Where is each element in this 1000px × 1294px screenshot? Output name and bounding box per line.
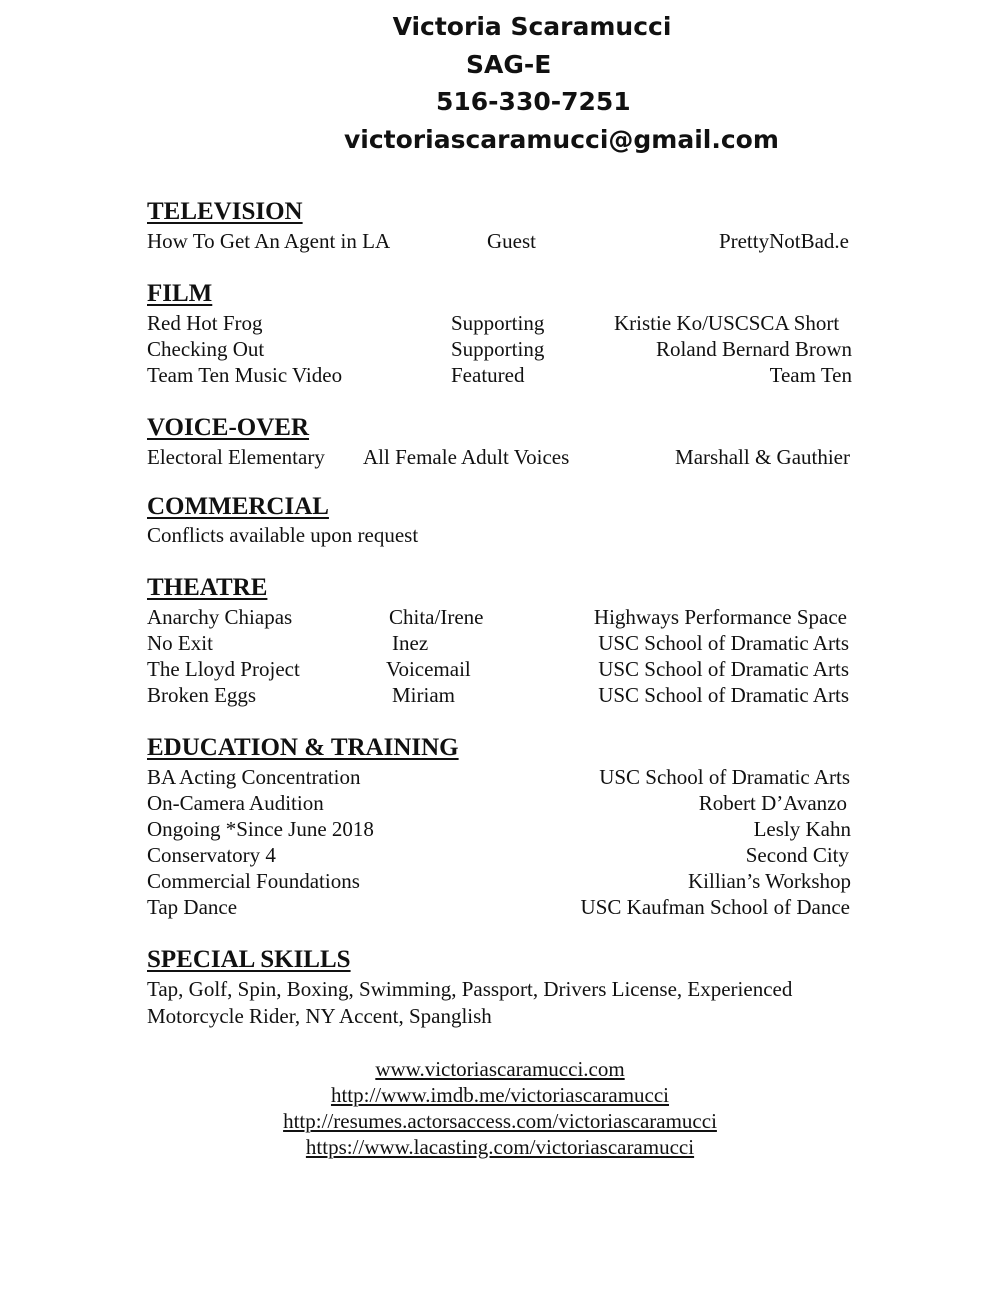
credit-title: Broken Eggs	[147, 683, 257, 707]
credit-company: Kristie Ko/USCSCA Short	[614, 311, 840, 335]
website-link[interactable]: www.victoriascaramucci.com	[375, 1057, 625, 1081]
school-name: USC School of Dramatic Arts	[599, 765, 850, 789]
education-row	[0, 894, 1000, 920]
credit-role: All Female Adult Voices	[363, 445, 570, 469]
school-name: Robert D’Avanzo	[698, 791, 847, 815]
email-address: victoriascaramucci@gmail.com	[344, 125, 779, 154]
section-heading-theatre: THEATRE	[147, 574, 268, 601]
section-heading-television: TELEVISION	[147, 198, 303, 225]
section-heading-commercial: COMMERCIAL	[147, 493, 329, 520]
course-name: BA Acting Concentration	[147, 765, 361, 789]
credit-row	[0, 682, 1000, 708]
credit-role: Guest	[487, 229, 536, 253]
skills-text-line1: Tap, Golf, Spin, Boxing, Swimming, Passport, Drivers License, Experienced	[147, 977, 793, 1001]
education-row	[0, 790, 1000, 816]
school-name: Killian’s Workshop	[687, 869, 851, 893]
union-status: SAG-E	[466, 50, 552, 79]
section-heading-voiceover: VOICE-OVER	[147, 414, 310, 441]
section-heading-education: EDUCATION & TRAINING	[147, 734, 459, 761]
course-name: Ongoing *Since June 2018	[147, 817, 374, 841]
credit-company: USC School of Dramatic Arts	[598, 657, 849, 681]
credit-title: No Exit	[147, 631, 213, 655]
actorsaccess-link-row	[0, 1108, 1000, 1134]
credit-row	[0, 336, 1000, 362]
credit-company: Roland Bernard Brown	[656, 337, 852, 361]
skills-line	[0, 976, 1000, 1002]
imdb-link[interactable]: http://www.imdb.me/victoriascaramucci	[330, 1083, 670, 1107]
credit-company: Highways Performance Space	[593, 605, 847, 629]
section-heading-skills: SPECIAL SKILLS	[147, 946, 351, 973]
credit-role: Miriam	[392, 683, 455, 707]
credit-role: Supporting	[451, 311, 545, 335]
course-name: Commercial Foundations	[147, 869, 360, 893]
lacasting-link-row	[0, 1134, 1000, 1160]
commercial-note-text: Conflicts available upon request	[147, 523, 419, 547]
course-name: On-Camera Audition	[147, 791, 324, 815]
credit-role: Supporting	[451, 337, 545, 361]
lacasting-link[interactable]: https://www.lacasting.com/victoriascaramucci	[305, 1135, 695, 1159]
credit-role: Inez	[392, 631, 429, 655]
credit-title: Checking Out	[147, 337, 265, 361]
credit-role: Voicemail	[386, 657, 471, 681]
education-row	[0, 816, 1000, 842]
credit-role: Chita/Irene	[389, 605, 484, 629]
school-name: Second City	[745, 843, 849, 867]
credit-company: PrettyNotBad.e	[718, 229, 849, 253]
credit-row	[0, 604, 1000, 630]
credit-title: Team Ten Music Video	[147, 363, 343, 387]
credit-row	[0, 310, 1000, 336]
credit-role: Featured	[451, 363, 525, 387]
course-name: Tap Dance	[147, 895, 238, 919]
credit-title: Anarchy Chiapas	[147, 605, 293, 629]
credit-row	[0, 362, 1000, 388]
credit-row	[0, 630, 1000, 656]
credit-company: USC School of Dramatic Arts	[598, 631, 849, 655]
skills-text-line2: Motorcycle Rider, NY Accent, Spanglish	[147, 1004, 492, 1028]
credit-company: Marshall & Gauthier	[675, 445, 850, 469]
credit-title: How To Get An Agent in LA	[147, 229, 391, 253]
imdb-link-row	[0, 1082, 1000, 1108]
credit-row	[0, 228, 1000, 254]
credit-company: USC School of Dramatic Arts	[598, 683, 849, 707]
actor-name: Victoria Scaramucci	[392, 12, 672, 41]
phone-number: 516-330-7251	[436, 87, 631, 116]
education-row	[0, 842, 1000, 868]
course-name: Conservatory 4	[147, 843, 276, 867]
credit-title: Red Hot Frog	[147, 311, 263, 335]
credit-company: Team Ten	[769, 363, 852, 387]
credit-row	[0, 656, 1000, 682]
education-row	[0, 868, 1000, 894]
skills-line	[0, 1003, 1000, 1029]
commercial-note	[0, 522, 1000, 548]
section-heading-film: FILM	[147, 280, 213, 307]
credit-row	[0, 444, 1000, 470]
education-row	[0, 764, 1000, 790]
credit-title: The Lloyd Project	[147, 657, 300, 681]
actorsaccess-link[interactable]: http://resumes.actorsaccess.com/victoriascaramucci	[283, 1109, 717, 1133]
credit-title: Electoral Elementary	[147, 445, 325, 469]
school-name: USC Kaufman School of Dance	[580, 895, 850, 919]
school-name: Lesly Kahn	[753, 817, 851, 841]
website-link-row	[0, 1056, 1000, 1082]
